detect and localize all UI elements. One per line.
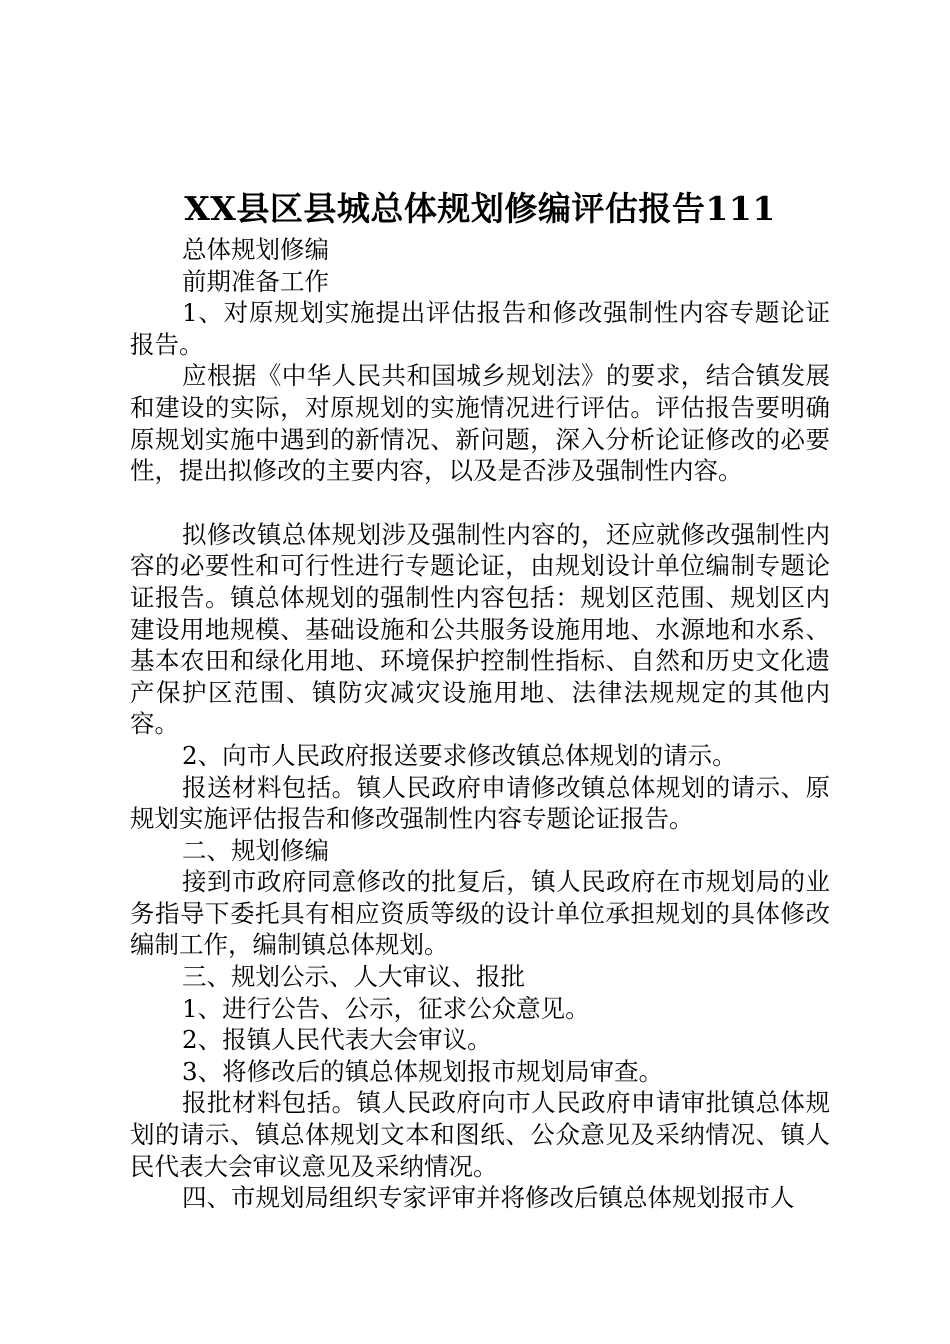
paragraph: 3、将修改后的镇总体规划报市规划局审查。 [182,1056,664,1086]
paragraph: 2、报镇人民代表大会审议。 [182,1025,492,1055]
section-heading: 二、规划修编 [182,835,329,865]
paragraph: 报批材料包括。镇人民政府向市人民政府申请审批镇总体规划的请示、镇总体规划文本和图纸、公众意见及采纳情况、镇人民代表大会审议意见及采纳情况。 [130,1088,830,1181]
paragraph: 2、向市人民政府报送要求修改镇总体规划的请示。 [182,740,737,770]
document-page [130,180,830,1214]
paragraph: 报送材料包括。镇人民政府申请修改镇总体规划的请示、原规划实施评估报告和修改强制性内容专题论证报告。 [130,772,830,834]
paragraph: 拟修改镇总体规划涉及强制性内容的，还应就修改强制性内容的必要性和可行性进行专题论证，由规划设计单位编制专题论证报告。镇总体规划的强制性内容包括：规划区范围、规划区内建设用地规模、基础设施和公共服务设施用地、水源地和水系、基本农田和绿化用地、环境保护控制性指标、自然和历史文化遗产保护区范围、镇防灾减灾设施用地、法律法规规定的其他内容。 [130,519,830,739]
section-heading: 三、规划公示、人大审议、报批 [182,962,525,992]
paragraph: 前期准备工作 [182,266,329,296]
paragraph: 接到市政府同意修改的批复后，镇人民政府在市规划局的业务指导下委托具有相应资质等级的设计单位承担规划的具体修改编制工作，编制镇总体规划。 [130,867,830,960]
paragraph: 1、对原规划实施提出评估报告和修改强制性内容专题论证报告。 [130,298,830,359]
paragraph: 1、进行公告、公示，征求公众意见。 [182,993,590,1023]
paragraph: 总体规划修编 [182,235,329,264]
document-title: XX县区县城总体规划修编评估报告111 [184,189,776,228]
paragraph: 应根据《中华人民共和国城乡规划法》的要求，结合镇发展和建设的实际，对原规划的实施情况进行评估。评估报告要明确原规划实施中遇到的新情况、新问题，深入分析论证修改的必要性，提出拟修改的主要内容，以及是否涉及强制性内容。 [130,361,830,486]
section-heading: 四、市规划局组织专家评审并将修改后镇总体规划报市人 [182,1183,795,1213]
paragraph-gap [130,487,830,519]
